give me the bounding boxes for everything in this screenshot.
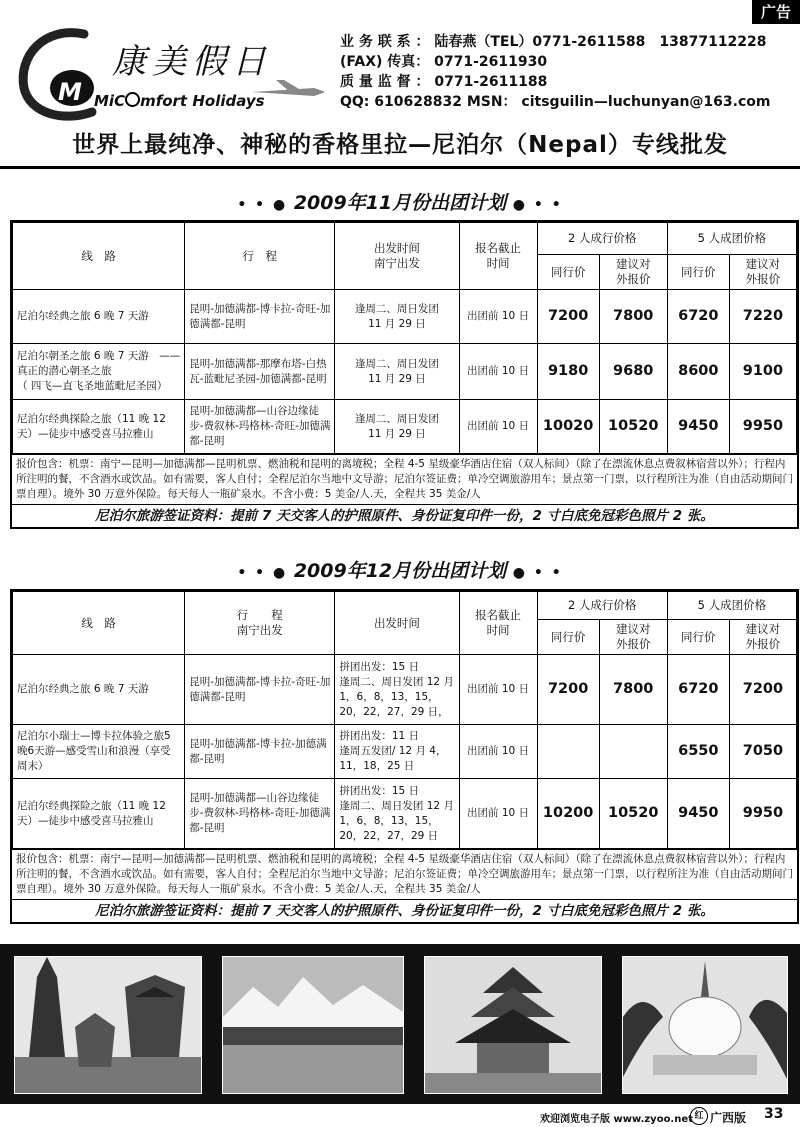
plan-nov-title-text: 2009年11月份出团计划 xyxy=(293,192,507,214)
price-retail-2: 10520 xyxy=(599,400,667,454)
divider xyxy=(0,166,800,169)
table-row xyxy=(13,344,797,400)
col-group5: 5 人成团价格 xyxy=(667,223,796,255)
plan-dec-notes: 报价包含：机票：南宁—昆明—加德满都—昆明机票、燃油税和昆明的离境税；全程 4-5 星级豪华酒店住宿（双人标间）（除了在漂流休息点费叙林宿营以外）；行程内所注明的餐，不含酒水或饮品。如有需要，客人自付；全程尼泊尔当地中文导游；尼泊尔签证费；单冷空调旅游用车；景点第一门票，以行程所注为准（自由活动期间门票自理）。境外 30 万意外保险。每天每人一瓶矿泉水。不含小费：5 美金/人.天，全程共 35 美金/人 xyxy=(12,849,797,899)
depart-time: 拼团出发：15 日 逢周二、周日发团 12 月 1，6，8，13，15，20，22，27，29 日 xyxy=(335,779,459,849)
table-row xyxy=(13,400,797,454)
footer-badge: 红 xyxy=(690,1107,708,1125)
price-peer-2: 7200 xyxy=(537,655,599,725)
price-peer-5: 6550 xyxy=(667,725,729,779)
contact-line-quality: 质 量 监 督 ： 0771-2611188 xyxy=(340,74,548,90)
logo-mark-letter: M xyxy=(58,78,82,106)
price-retail-5: 7200 xyxy=(729,655,796,725)
contact-line-qq: QQ: 610628832 MSN： citsguilin—luchunyan@163.com xyxy=(340,94,771,110)
logo-en-post: mfort Holidays xyxy=(140,92,265,110)
plan-nov-table xyxy=(12,222,797,454)
photo-pagoda xyxy=(424,956,602,1094)
depart-time: 拼团出发：11 日 逢周五发团/ 12 月 4，11，18，25 日 xyxy=(335,725,459,779)
itinerary: 昆明-加德满都-博卡拉-加德满都-昆明 xyxy=(185,725,335,779)
price-retail-2: 9680 xyxy=(599,344,667,400)
table-row xyxy=(13,779,797,849)
bullet-dots-left: • • ● xyxy=(237,197,288,213)
col-depart: 出发时间 xyxy=(335,592,459,655)
plan-nov-title xyxy=(0,188,800,218)
ad-tag: 广告 xyxy=(752,0,800,24)
col-route: 线 路 xyxy=(13,223,185,290)
price-retail-5: 9950 xyxy=(729,400,796,454)
depart-time: 逢周二、周日发团 11 月 29 日 xyxy=(335,290,459,344)
table-row xyxy=(13,655,797,725)
table-row xyxy=(13,725,797,779)
itinerary: 昆明-加德满都—山谷边缘徒步-费叙林-玛格林-奇旺-加德满都-昆明 xyxy=(185,779,335,849)
contact-line-fax: (FAX) 传真： 0771-2611930 xyxy=(340,54,548,70)
plan-dec-title-text: 2009年12月份出团计划 xyxy=(293,560,507,582)
price-peer-2: 9180 xyxy=(537,344,599,400)
price-peer-5: 8600 xyxy=(667,344,729,400)
plan-dec-table xyxy=(12,591,797,849)
itinerary: 昆明-加德满都-那摩布塔-白热瓦-蓝毗尼圣园-加德满都-昆明 xyxy=(185,344,335,400)
depart-time: 拼团出发：15 日 逢周二、周日发团 12 月 1，6，8，13，15，20，22，27，29 日， xyxy=(335,655,459,725)
price-retail-2: 7800 xyxy=(599,290,667,344)
price-retail-5: 9950 xyxy=(729,779,796,849)
photo-stupa xyxy=(622,956,788,1094)
itinerary: 昆明-加德满都-博卡拉-奇旺-加德满都-昆明 xyxy=(185,655,335,725)
col-deadline: 报名截止 时间 xyxy=(459,223,537,290)
route-name: 尼泊尔朝圣之旅 6 晚 7 天游 —— 真正的潜心朝圣之旅 （ 四飞—直飞圣地蓝毗尼圣园） xyxy=(13,344,185,400)
photo-strip xyxy=(0,944,800,1104)
page-number: 33 xyxy=(764,1106,784,1122)
price-peer-5: 6720 xyxy=(667,655,729,725)
route-name: 尼泊尔经典之旅 6 晚 7 天游 xyxy=(13,655,185,725)
price-peer-5: 6720 xyxy=(667,290,729,344)
plan-dec-block xyxy=(10,589,799,924)
col-retail: 建议对 外报价 xyxy=(599,620,667,655)
contact-line-business: 业 务 联 系 ： 陆春燕（TEL）0771-2611588 13877112228 xyxy=(340,34,767,50)
price-peer-2: 10200 xyxy=(537,779,599,849)
bullet-dots-right: ● • • xyxy=(512,565,563,581)
price-retail-2 xyxy=(599,725,667,779)
col-peer: 同行价 xyxy=(667,255,729,290)
col-peer: 同行价 xyxy=(537,620,599,655)
col-depart: 出发时间 南宁出发 xyxy=(335,223,459,290)
route-name: 尼泊尔经典探险之旅（11 晚 12 天）—徒步中感受喜马拉雅山 xyxy=(13,779,185,849)
price-retail-5: 7050 xyxy=(729,725,796,779)
col-itinerary: 行 程 xyxy=(185,223,335,290)
col-route: 线 路 xyxy=(13,592,185,655)
price-peer-2 xyxy=(537,725,599,779)
photo-mountains xyxy=(222,956,404,1094)
footer-edition: 广西版 xyxy=(710,1111,747,1125)
deadline: 出团前 10 日 xyxy=(459,655,537,725)
price-peer-2: 10020 xyxy=(537,400,599,454)
depart-time: 逢周二、周日发团 11 月 29 日 xyxy=(335,344,459,400)
logo-cn-name: 康美假日 xyxy=(112,42,272,82)
col-peer: 同行价 xyxy=(537,255,599,290)
footer-site: 欢迎浏览电子版 www.zyoo.net xyxy=(540,1114,693,1125)
bullet-dots-right: ● • • xyxy=(512,197,563,213)
table-row xyxy=(13,290,797,344)
col-peer: 同行价 xyxy=(667,620,729,655)
route-name: 尼泊尔小瑞士—博卡拉体验之旅5晚6天游—感受雪山和浪漫（享受周末） xyxy=(13,725,185,779)
plan-dec-visa: 尼泊尔旅游签证资料：提前 7 天交客人的护照原件、身份证复印件一份，2 寸白底免冠彩色照片 2 张。 xyxy=(12,899,797,922)
col-group5: 5 人成团价格 xyxy=(667,592,796,620)
col-group2: 2 人成行价格 xyxy=(537,592,667,620)
page-footer xyxy=(0,1106,800,1127)
price-peer-2: 7200 xyxy=(537,290,599,344)
logo-en-pre: MiC xyxy=(94,92,126,110)
deadline: 出团前 10 日 xyxy=(459,344,537,400)
plan-nov-visa: 尼泊尔旅游签证资料：提前 7 天交客人的护照原件、身份证复印件一份，2 寸白底免冠彩色照片 2 张。 xyxy=(12,504,797,527)
plan-nov-block xyxy=(10,220,799,529)
price-retail-2: 7800 xyxy=(599,655,667,725)
contact-block xyxy=(340,32,795,112)
col-retail: 建议对 外报价 xyxy=(599,255,667,290)
col-retail: 建议对 外报价 xyxy=(729,255,796,290)
route-name: 尼泊尔经典探险之旅（11 晚 12 天）—徒步中感受喜马拉雅山 xyxy=(13,400,185,454)
logo-o-icon xyxy=(125,92,140,107)
deadline: 出团前 10 日 xyxy=(459,290,537,344)
price-peer-5: 9450 xyxy=(667,400,729,454)
bullet-dots-left: • • ● xyxy=(237,565,288,581)
company-logo xyxy=(14,26,324,122)
price-retail-5: 7220 xyxy=(729,290,796,344)
page-headline: 世界上最纯净、神秘的香格里拉—尼泊尔（Nepal）专线批发 xyxy=(72,132,728,158)
col-itinerary: 行 程 南宁出发 xyxy=(185,592,335,655)
plan-dec-title xyxy=(0,556,800,586)
price-peer-5: 9450 xyxy=(667,779,729,849)
itinerary: 昆明-加德满都-博卡拉-奇旺-加德满都-昆明 xyxy=(185,290,335,344)
deadline: 出团前 10 日 xyxy=(459,779,537,849)
route-name: 尼泊尔经典之旅 6 晚 7 天游 xyxy=(13,290,185,344)
price-retail-2: 10520 xyxy=(599,779,667,849)
itinerary: 昆明-加德满都—山谷边缘徒步-费叙林-玛格林-奇旺-加德满都-昆明 xyxy=(185,400,335,454)
plan-nov-notes: 报价包含：机票：南宁—昆明—加德满都—昆明机票、燃油税和昆明的离境税；全程 4-5 星级豪华酒店住宿（双人标间）（除了在漂流休息点费叙林宿营以外）；行程内所注明的餐，不含酒水或饮品。如有需要，客人自付；全程尼泊尔当地中文导游；尼泊尔签证费；单冷空调旅游用车；景点第一门票，以行程所注为准（自由活动期间门票自理）。境外 30 万意外保险。每天每人一瓶矿泉水。不含小费：5 美金/人.天，全程共 35 美金/人 xyxy=(12,454,797,504)
logo-en-name xyxy=(94,92,265,110)
col-retail: 建议对 外报价 xyxy=(729,620,796,655)
deadline: 出团前 10 日 xyxy=(459,400,537,454)
price-retail-5: 9100 xyxy=(729,344,796,400)
col-group2: 2 人成行价格 xyxy=(537,223,667,255)
deadline: 出团前 10 日 xyxy=(459,725,537,779)
depart-time: 逢周二、周日发团 11 月 29 日 xyxy=(335,400,459,454)
photo-temples xyxy=(14,956,202,1094)
col-deadline: 报名截止 时间 xyxy=(459,592,537,655)
